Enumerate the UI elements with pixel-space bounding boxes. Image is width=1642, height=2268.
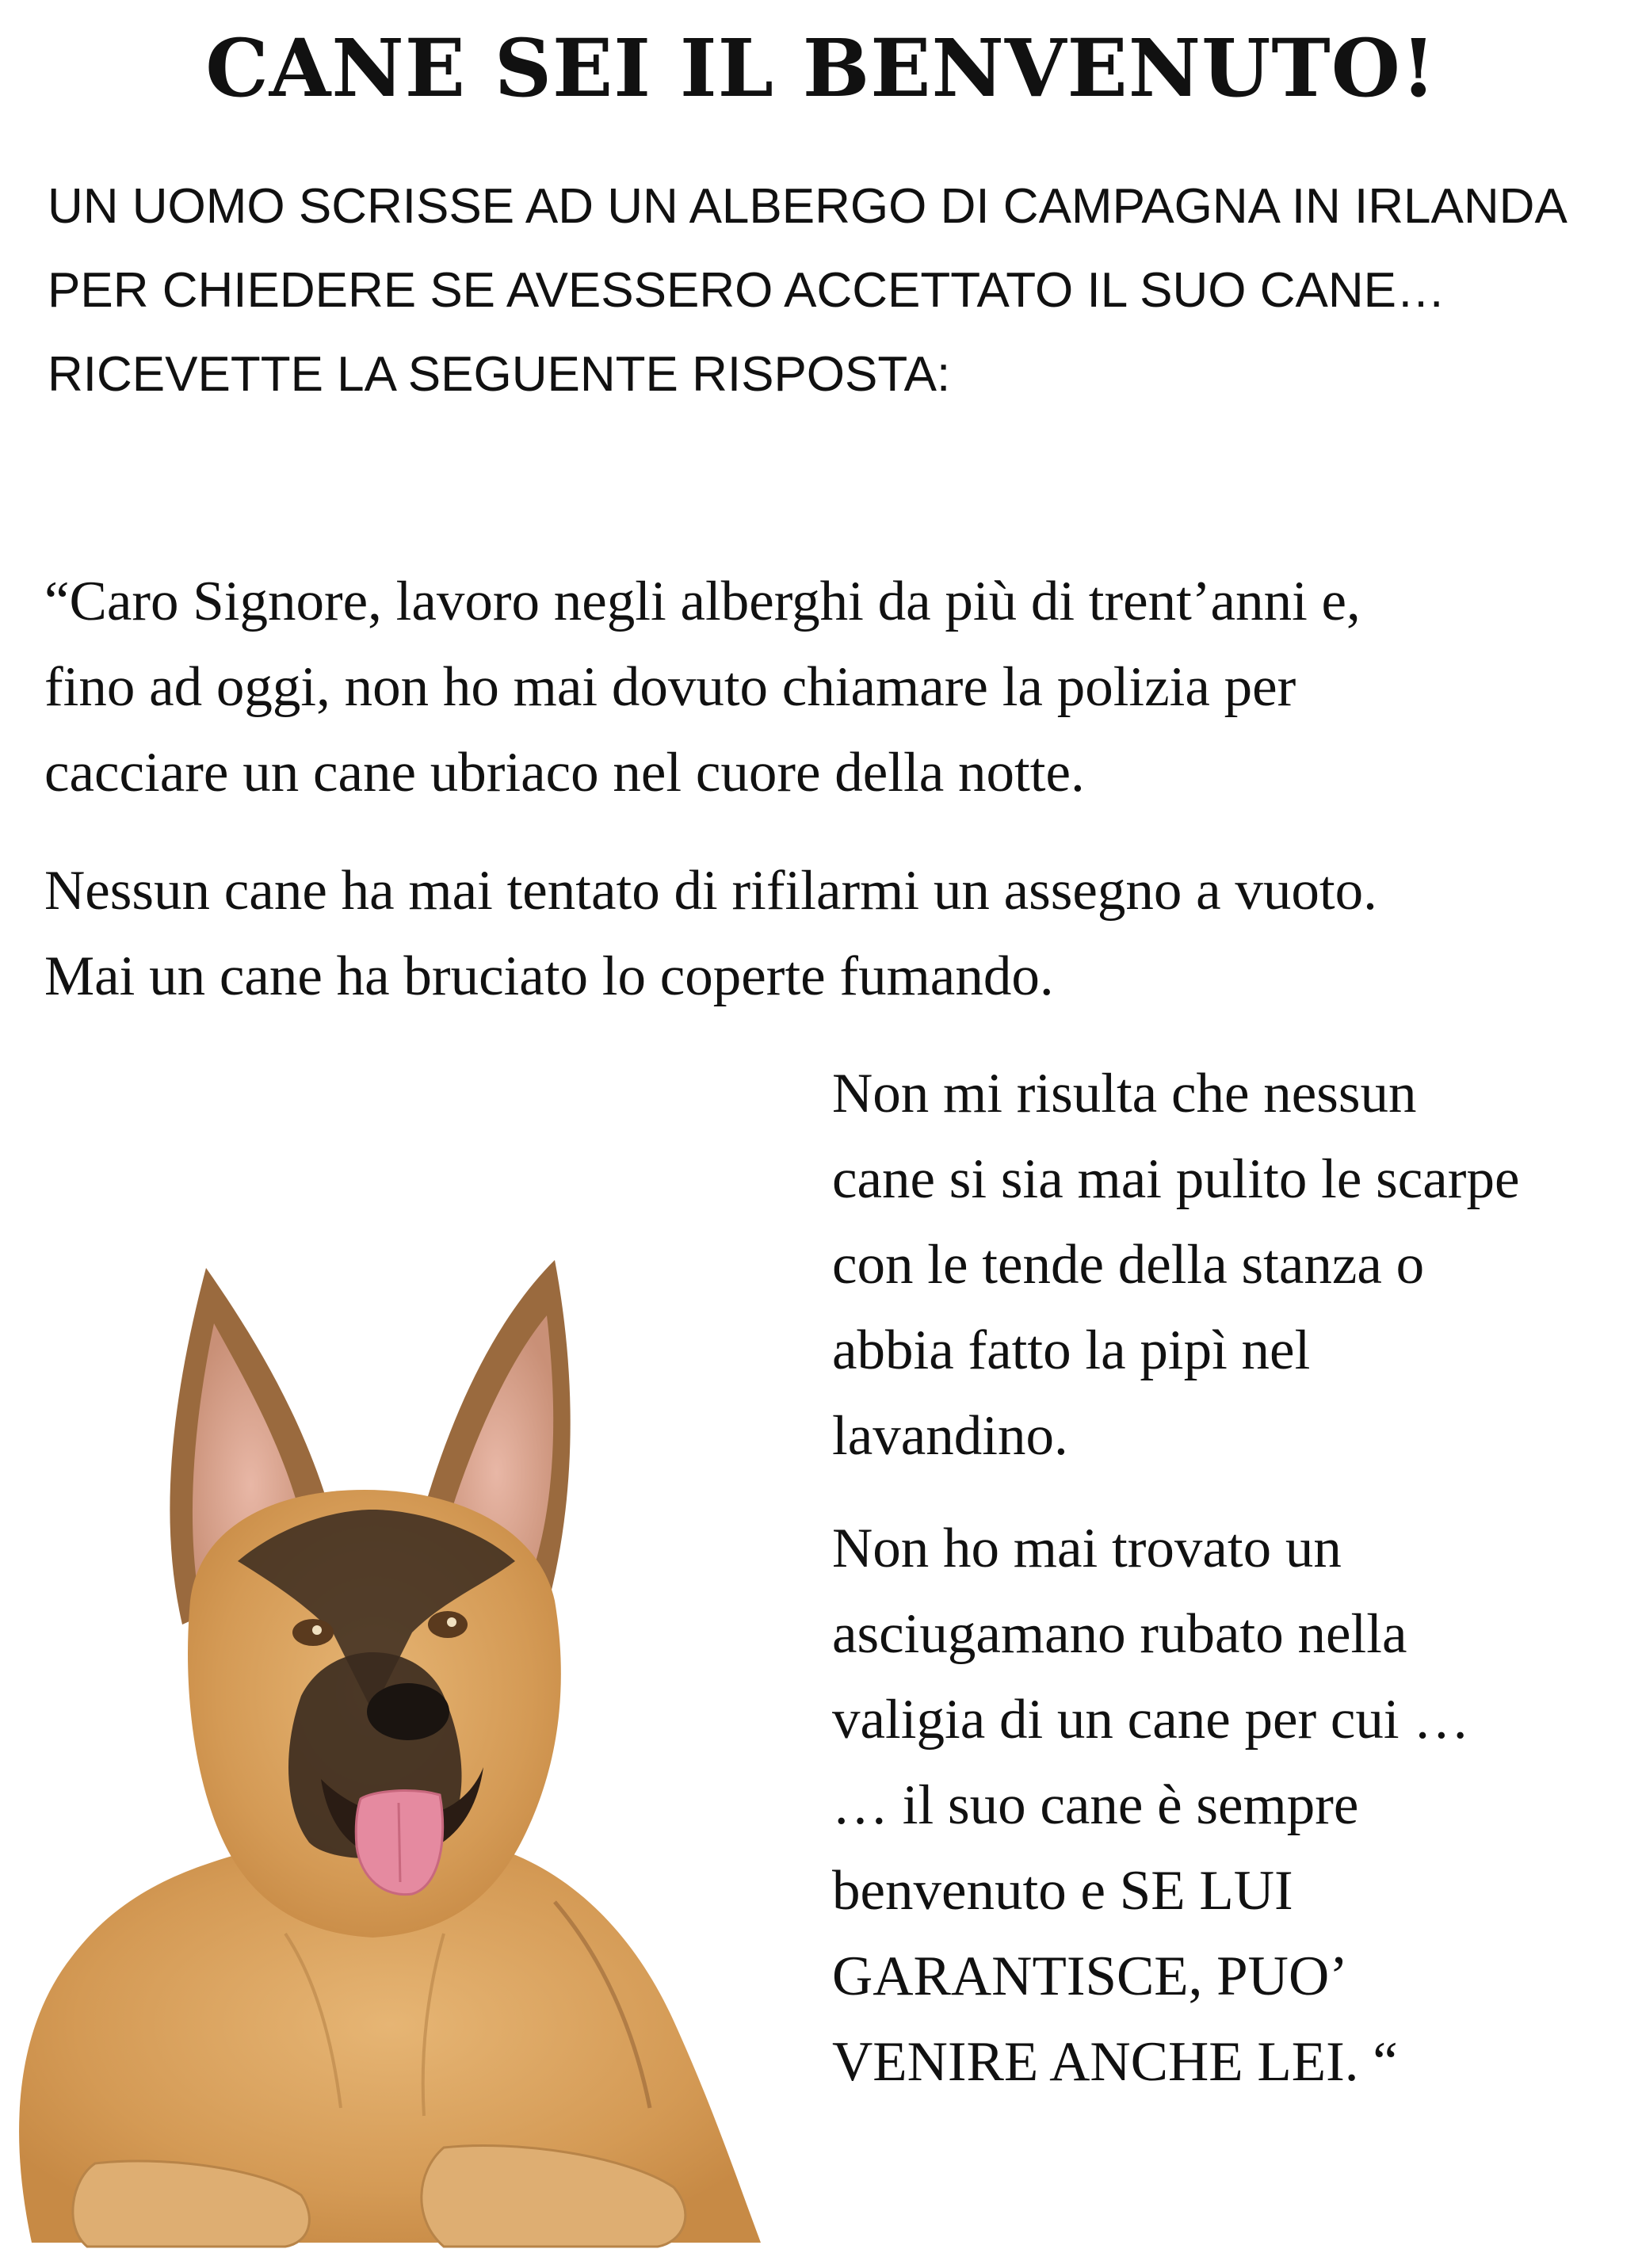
letter-paragraph-2 bbox=[44, 848, 1629, 1019]
letter-line: GARANTISCE, PUO’ bbox=[832, 1945, 1348, 2007]
dog-nose bbox=[367, 1683, 449, 1740]
intro-line: PER CHIEDERE SE AVESSERO ACCETTATO IL SUO CANE… bbox=[48, 263, 1445, 318]
letter-paragraph-3 bbox=[832, 1051, 1632, 1479]
letter-line: con le tende della stanza o bbox=[832, 1234, 1425, 1296]
letter-line: valigia di un cane per cui … bbox=[832, 1689, 1470, 1751]
letter-line: cane si sia mai pulito le scarpe bbox=[832, 1148, 1520, 1210]
letter-line: Nessun cane ha mai tentato di rifilarmi un assegno a vuoto. bbox=[44, 860, 1377, 922]
letter-line: “Caro Signore, lavoro negli alberghi da più di trent’anni e, bbox=[44, 571, 1361, 632]
letter-line: lavandino. bbox=[832, 1405, 1068, 1467]
intro-line: RICEVETTE LA SEGUENTE RISPOSTA: bbox=[48, 347, 951, 402]
letter-line: Mai un cane ha bruciato lo coperte fumando. bbox=[44, 945, 1054, 1007]
dog-illustration bbox=[0, 1220, 777, 2251]
letter-line: Non ho mai trovato un bbox=[832, 1518, 1342, 1579]
page-title: CANE SEI IL BENVENUTO! bbox=[205, 21, 1437, 115]
letter-line: fino ad oggi, non ho mai dovuto chiamare la polizia per bbox=[44, 656, 1296, 718]
letter-paragraph-1 bbox=[44, 559, 1629, 815]
letter-line: benvenuto e SE LUI bbox=[832, 1860, 1293, 1922]
letter-line: asciugamano rubato nella bbox=[832, 1603, 1407, 1665]
letter-line: cacciare un cane ubriaco nel cuore della notte. bbox=[44, 742, 1085, 804]
letter-line: Non mi risulta che nessun bbox=[832, 1063, 1417, 1124]
intro-line: UN UOMO SCRISSE AD UN ALBERGO DI CAMPAGNA IN IRLANDA bbox=[48, 179, 1568, 234]
letter-paragraph-4 bbox=[832, 1506, 1632, 2105]
intro-text bbox=[48, 165, 1632, 417]
letter-line: VENIRE ANCHE LEI. “ bbox=[832, 2031, 1398, 2093]
letter-line: … il suo cane è sempre bbox=[832, 1774, 1359, 1836]
letter-line: abbia fatto la pipì nel bbox=[832, 1319, 1311, 1381]
